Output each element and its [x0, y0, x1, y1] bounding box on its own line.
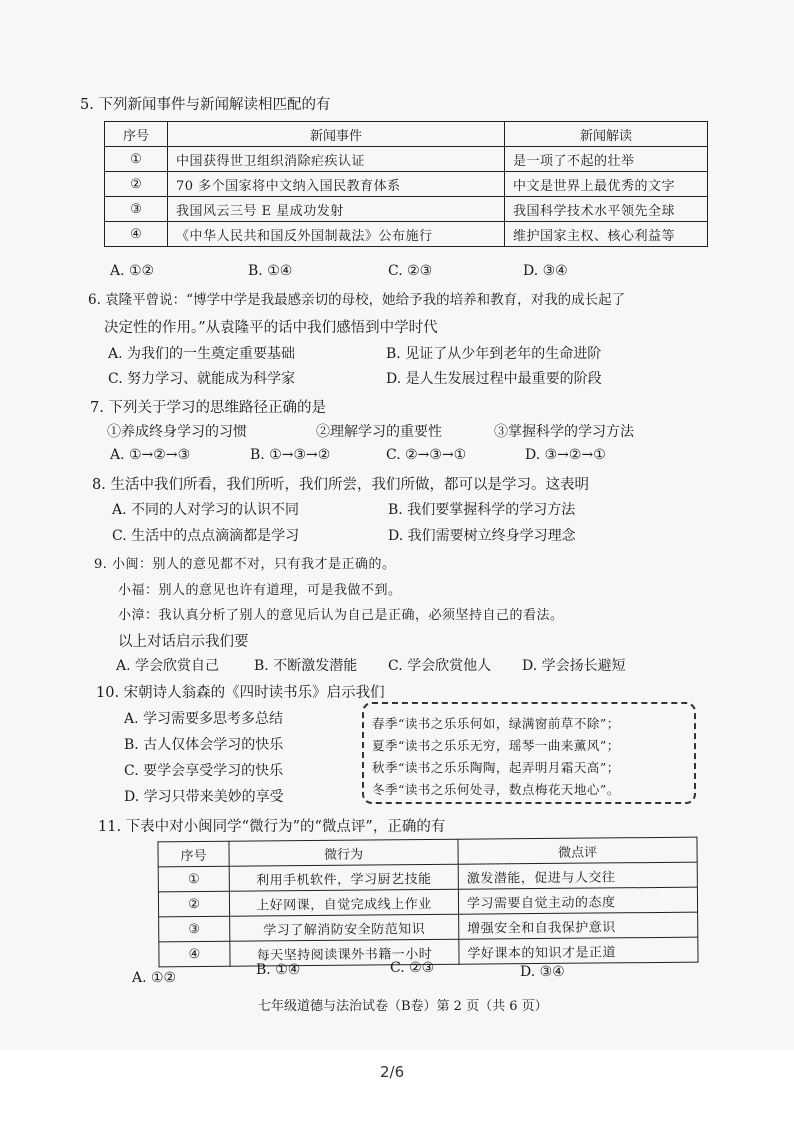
- q5-stem: 5. 下列新闻事件与新闻解读相匹配的有: [80, 97, 331, 113]
- q7-stem: 7. 下列关于学习的思维路径正确的是: [90, 400, 326, 416]
- q8-option-c[interactable]: C. 生活中的点点滴滴都是学习: [112, 528, 300, 544]
- row-num: ③: [105, 197, 168, 222]
- q5-option-a[interactable]: A. ①②: [110, 263, 155, 279]
- news-reading: 维护国家主权、核心利益等: [505, 222, 708, 247]
- q8-option-d[interactable]: D. 我们需要树立终身学习理念: [388, 528, 576, 544]
- q6-option-d[interactable]: D. 是人生发展过程中最重要的阶段: [386, 371, 602, 387]
- q6-option-c[interactable]: C. 努力学习、就能成为科学家: [108, 371, 296, 387]
- micro-comment: 激发潜能，促进与人交往: [458, 862, 697, 889]
- row-num: ②: [158, 891, 229, 917]
- page-indicator: 2/6: [380, 1063, 405, 1081]
- q5-header-reading: 新闻解读: [505, 122, 708, 147]
- row-num: ④: [159, 941, 230, 967]
- q11-header-num: 序号: [158, 841, 229, 867]
- q8-option-a[interactable]: A. 不同的人对学习的认识不同: [112, 502, 300, 518]
- micro-comment: 学习需要自觉主动的态度: [458, 887, 697, 914]
- poem-line-summer: 夏季“读书之乐乐无穷，瑶琴一曲来薰风”；: [372, 738, 620, 753]
- news-reading: 是一项了不起的壮举: [505, 147, 708, 172]
- poem-line-autumn: 秋季“读书之乐乐陶陶，起弄明月霜天高”；: [372, 760, 620, 775]
- q11-option-a[interactable]: A. ①②: [132, 970, 177, 986]
- news-event: 中国获得世卫组织消除疟疾认证: [168, 147, 505, 172]
- poem-box: [362, 702, 696, 804]
- q7-option-c[interactable]: C. ②→③→①: [386, 447, 467, 463]
- q11-option-c[interactable]: C. ②③: [390, 960, 435, 976]
- q9-option-d[interactable]: D. 学会扬长避短: [522, 658, 626, 674]
- table-row: [105, 197, 708, 222]
- micro-comment: 学好课本的知识才是正道: [459, 937, 698, 964]
- q7-item-2: ②理解学习的重要性: [316, 424, 442, 440]
- q10-option-a[interactable]: A. 学习需要多思考多总结: [124, 711, 284, 727]
- news-reading: 中文是世界上最优秀的文字: [505, 172, 708, 197]
- micro-comment: 增强安全和自我保护意识: [459, 912, 698, 939]
- row-num: ①: [105, 147, 168, 172]
- q5-option-c[interactable]: C. ②③: [388, 263, 433, 279]
- q9-option-a[interactable]: A. 学会欣赏自己: [116, 658, 220, 674]
- micro-behavior: 学习了解消防安全防范知识: [230, 914, 459, 941]
- news-event: 我国风云三号 E 星成功发射: [168, 197, 505, 222]
- q5-header-num: 序号: [105, 122, 168, 147]
- q11-table: [157, 837, 698, 968]
- q10-option-d[interactable]: D. 学习只带来美妙的享受: [124, 789, 284, 805]
- poem-line-spring: 春季“读书之乐乐何如，绿满窗前草不除”；: [372, 716, 620, 731]
- q11-option-b[interactable]: B. ①④: [256, 962, 301, 978]
- q11-header-comment: 微点评: [458, 837, 697, 864]
- q7-item-1: ①养成终身学习的习惯: [107, 424, 247, 440]
- q9-line3: 小漳：我认真分析了别人的意见后认为自己是正确，必须坚持自己的看法。: [118, 608, 564, 623]
- micro-behavior: 每天坚持阅读课外书籍一小时: [230, 939, 459, 966]
- news-event: 70 多个国家将中文纳入国民教育体系: [168, 172, 505, 197]
- q7-item-3: ③掌握科学的学习方法: [494, 424, 634, 440]
- q6-stem-line2: 决定性的作用。”从袁隆平的话中我们感悟到中学时代: [104, 320, 438, 336]
- q7-option-d[interactable]: D. ③→②→①: [525, 447, 606, 463]
- q10-option-b[interactable]: B. 古人仅体会学习的快乐: [124, 737, 284, 753]
- q10-stem: 10. 宋朝诗人翁森的《四时读书乐》启示我们: [96, 685, 385, 701]
- q8-stem: 8. 生活中我们所看，我们所听，我们所尝，我们所做，都可以是学习。这表明: [92, 477, 589, 493]
- table-row: [105, 222, 708, 247]
- table-row: [105, 172, 708, 197]
- q7-option-b[interactable]: B. ①→③→②: [250, 447, 331, 463]
- row-num: ③: [159, 916, 230, 942]
- micro-behavior: 上好网课，自觉完成线上作业: [229, 889, 458, 916]
- q7-option-a[interactable]: A. ①→②→③: [110, 447, 191, 463]
- q9-line4: 以上对话启示我们要: [118, 634, 249, 650]
- q11-header-behavior: 微行为: [229, 839, 458, 866]
- q5-option-d[interactable]: D. ③④: [523, 263, 568, 279]
- table-row: [105, 147, 708, 172]
- micro-behavior: 利用手机软件，学习厨艺技能: [229, 864, 458, 891]
- q9-option-b[interactable]: B. 不断激发潜能: [254, 658, 358, 674]
- table-row: [105, 122, 708, 147]
- news-reading: 我国科学技术水平领先全球: [505, 197, 708, 222]
- q11-stem: 11. 下表中对小闽同学“微行为”的“微点评”，正确的有: [98, 819, 446, 835]
- q9-line2: 小福：别人的意见也许有道理，可是我做不到。: [118, 583, 402, 598]
- poem-line-winter: 冬季“读书之乐何处寻，数点梅花天地心”。: [372, 782, 620, 797]
- q6-stem-line1: 6. 袁隆平曾说：“博学中学是我最感亲切的母校，她给予我的培养和教育，对我的成长起了: [88, 292, 626, 308]
- q5-table: [104, 121, 708, 247]
- q10-option-c[interactable]: C. 要学会享受学习的快乐: [124, 763, 284, 779]
- page-footer: 七年级道德与法治试卷（B卷）第 2 页（共 6 页）: [258, 999, 548, 1014]
- q8-option-b[interactable]: B. 我们要掌握科学的学习方法: [388, 502, 576, 518]
- q5-header-event: 新闻事件: [168, 122, 505, 147]
- row-num: ④: [105, 222, 168, 247]
- q9-option-c[interactable]: C. 学会欣赏他人: [388, 658, 492, 674]
- news-event: 《中华人民共和国反外国制裁法》公布施行: [168, 222, 505, 247]
- q6-option-b[interactable]: B. 见证了从少年到老年的生命进阶: [386, 346, 602, 362]
- q11-option-d[interactable]: D. ③④: [520, 964, 565, 980]
- q5-option-b[interactable]: B. ①④: [248, 263, 293, 279]
- row-num: ①: [158, 866, 229, 892]
- q9-stem: 9. 小闽：别人的意见都不对，只有我才是正确的。: [94, 557, 396, 572]
- q6-option-a[interactable]: A. 为我们的一生奠定重要基础: [108, 346, 296, 362]
- row-num: ②: [105, 172, 168, 197]
